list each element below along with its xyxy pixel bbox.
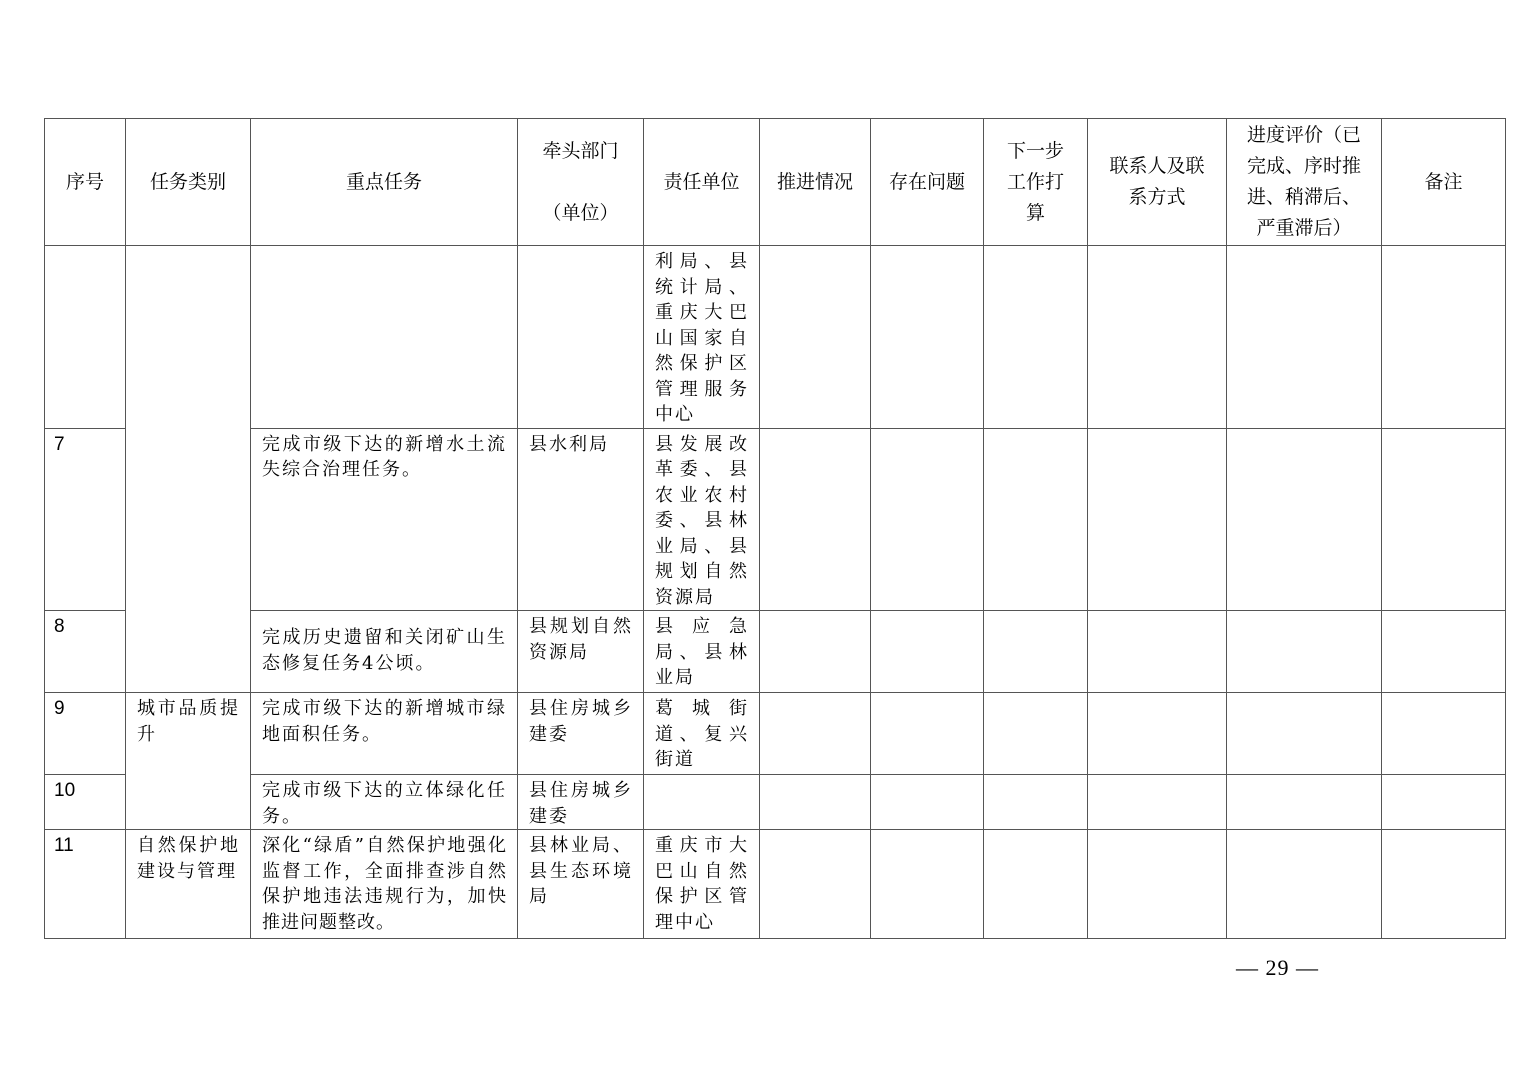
header-label: 任务类别 xyxy=(149,170,226,193)
header-label: 进度评价（已 完成、序时推 进、稍滞后、 严重滞后） xyxy=(1246,124,1361,239)
lead-dept-cell: 县住房城乡建委 xyxy=(518,775,644,830)
index-cell xyxy=(45,246,126,429)
header-label: 推进情况 xyxy=(776,170,853,193)
table-row xyxy=(45,246,1506,429)
header-label: 牵头部门 （单位） xyxy=(542,139,619,224)
contact-cell xyxy=(1088,246,1227,429)
progress-cell xyxy=(760,693,871,775)
evaluation-cell xyxy=(1227,693,1382,775)
header-cell-index xyxy=(45,119,126,246)
lead-dept-cell: 县规划自然资源局 xyxy=(518,611,644,693)
remarks-cell xyxy=(1382,693,1506,775)
responsible-cell: 县发展改革委、县农业农村委、县林业局、县规划自然资源局 xyxy=(644,428,760,611)
next-plan-cell xyxy=(984,693,1088,775)
task-cell: 完成历史遗留和关闭矿山生态修复任务4公顷。 xyxy=(251,611,518,693)
issues-cell xyxy=(871,246,984,429)
index-cell: 8 xyxy=(45,611,126,693)
task-cell: 深化“绿盾”自然保护地强化监督工作，全面排查涉自然保护地违法违规行为，加快推进问题整改。 xyxy=(251,830,518,939)
progress-cell xyxy=(760,246,871,429)
page-number: — 29 — xyxy=(1236,955,1319,980)
task-cell: 完成市级下达的新增城市绿地面积任务。 xyxy=(251,693,518,775)
progress-cell xyxy=(760,830,871,939)
progress-cell xyxy=(760,611,871,693)
issues-cell xyxy=(871,830,984,939)
issues-cell xyxy=(871,775,984,830)
responsible-cell: 县应急局、县林业局 xyxy=(644,611,760,693)
category-cell xyxy=(126,246,251,693)
header-label: 下一步 工作打 算 xyxy=(1006,139,1064,224)
responsible-cell: 葛城街道、复兴街道 xyxy=(644,693,760,775)
issues-cell xyxy=(871,693,984,775)
next-plan-cell xyxy=(984,428,1088,611)
next-plan-cell xyxy=(984,246,1088,429)
issues-cell xyxy=(871,611,984,693)
evaluation-cell xyxy=(1227,830,1382,939)
evaluation-cell xyxy=(1227,611,1382,693)
table-row xyxy=(45,611,1506,693)
header-label: 序号 xyxy=(65,170,104,193)
evaluation-cell xyxy=(1227,775,1382,830)
header-cell-progress xyxy=(760,119,871,246)
contact-cell xyxy=(1088,611,1227,693)
header-label: 存在问题 xyxy=(888,170,965,193)
task-progress-table xyxy=(44,118,1506,939)
header-cell-contact xyxy=(1088,119,1227,246)
lead-dept-cell: 县住房城乡建委 xyxy=(518,693,644,775)
header-cell-next-plan xyxy=(984,119,1088,246)
lead-dept-cell: 县林业局、县生态环境局 xyxy=(518,830,644,939)
header-cell-task xyxy=(251,119,518,246)
table-row xyxy=(45,830,1506,939)
contact-cell xyxy=(1088,830,1227,939)
header-label: 备注 xyxy=(1424,170,1463,193)
next-plan-cell xyxy=(984,830,1088,939)
table-row xyxy=(45,693,1506,775)
header-cell-category xyxy=(126,119,251,246)
index-cell: 11 xyxy=(45,830,126,939)
remarks-cell xyxy=(1382,428,1506,611)
lead-dept-cell xyxy=(518,246,644,429)
header-cell-evaluation xyxy=(1227,119,1382,246)
header-label: 联系人及联 系方式 xyxy=(1109,155,1205,208)
evaluation-cell xyxy=(1227,428,1382,611)
remarks-cell xyxy=(1382,246,1506,429)
header-label: 重点任务 xyxy=(345,170,422,193)
task-cell: 完成市级下达的新增水土流失综合治理任务。 xyxy=(251,428,518,611)
header-cell-issues xyxy=(871,119,984,246)
progress-cell xyxy=(760,428,871,611)
index-cell: 9 xyxy=(45,693,126,775)
contact-cell xyxy=(1088,775,1227,830)
header-label: 责任单位 xyxy=(663,170,740,193)
progress-cell xyxy=(760,775,871,830)
responsible-cell: 利局、县统计局、重庆大巴山国家自然保护区管理服务中心 xyxy=(644,246,760,429)
index-cell: 7 xyxy=(45,428,126,611)
index-cell: 10 xyxy=(45,775,126,830)
next-plan-cell xyxy=(984,775,1088,830)
next-plan-cell xyxy=(984,611,1088,693)
header-cell-responsible xyxy=(644,119,760,246)
evaluation-cell xyxy=(1227,246,1382,429)
task-cell xyxy=(251,246,518,429)
contact-cell xyxy=(1088,428,1227,611)
lead-dept-cell: 县水利局 xyxy=(518,428,644,611)
table-row xyxy=(45,428,1506,611)
remarks-cell xyxy=(1382,830,1506,939)
header-cell-lead-dept xyxy=(518,119,644,246)
category-cell: 自然保护地建设与管理 xyxy=(126,830,251,939)
category-cell: 城市品质提升 xyxy=(126,693,251,830)
responsible-cell: 重庆市大巴山自然保护区管理中心 xyxy=(644,830,760,939)
remarks-cell xyxy=(1382,775,1506,830)
issues-cell xyxy=(871,428,984,611)
contact-cell xyxy=(1088,693,1227,775)
table-header-row xyxy=(45,119,1506,246)
remarks-cell xyxy=(1382,611,1506,693)
responsible-cell xyxy=(644,775,760,830)
task-cell: 完成市级下达的立体绿化任务。 xyxy=(251,775,518,830)
table-row xyxy=(45,775,1506,830)
header-cell-remarks xyxy=(1382,119,1506,246)
